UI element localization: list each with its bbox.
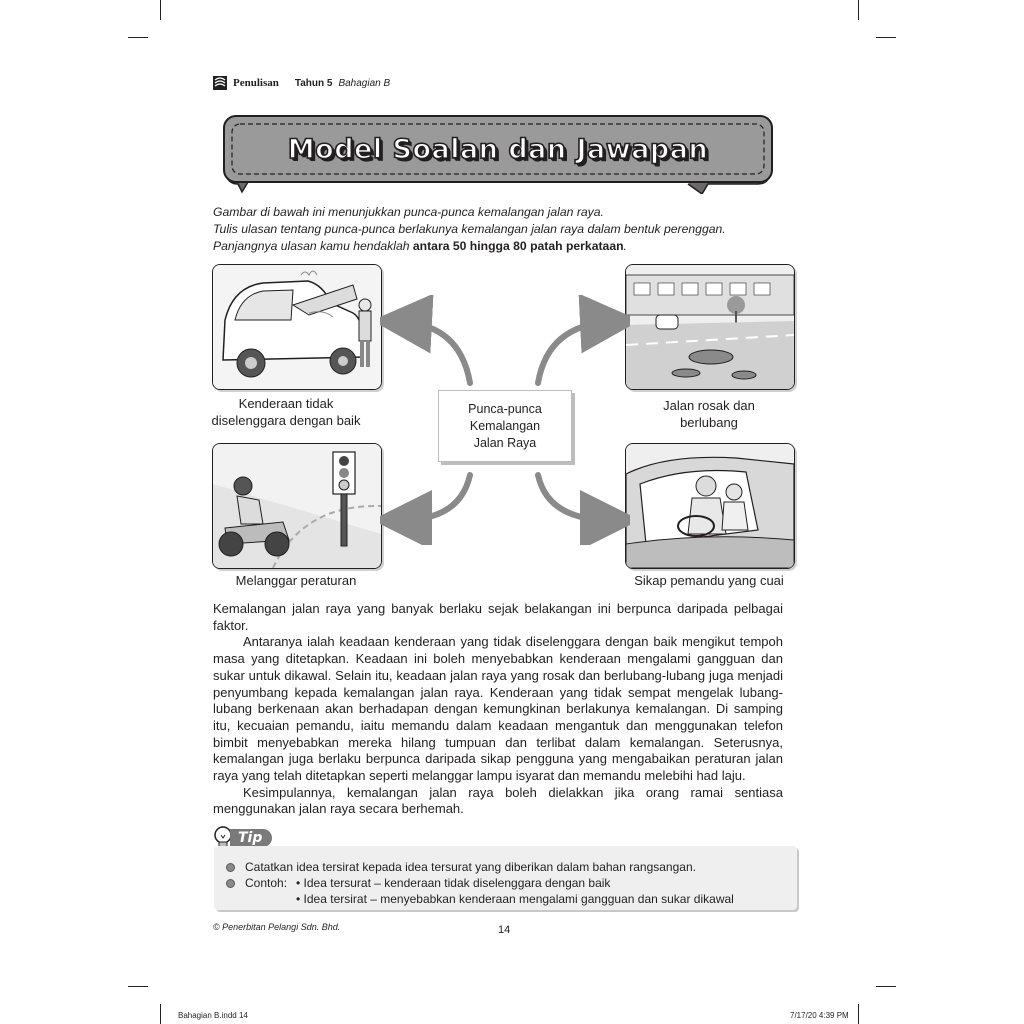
crop-mark <box>128 37 148 38</box>
title-banner <box>218 112 778 194</box>
caption-damaged-road <box>609 397 809 431</box>
essay-paragraph: Kemalangan jalan raya yang banyak berlaku sejak belakangan ini berpunca daripada pelbagai faktor. <box>213 601 783 633</box>
arrow-top-right <box>538 322 610 383</box>
careless-driver-picture <box>625 443 795 569</box>
caption-line: berlubang <box>680 415 738 430</box>
essay-paragraph: Antaranya ialah keadaan kenderaan yang tidak diselenggara dengan baik mengikut tempoh masa yang ditetapkan. Keadaan ini boleh menyebabkan kenderaan mengalami gangguan dan sukar untuk dikawal. Selain itu, keadaan jalan raya yang rosak dan berlubang-lubang juga menjadi penyumbang kepada kemalangan jalan raya. Kenderaan yang tidak sempat mengelak lubang-lubang berkenaan akan berhadapan dengan kemungkinan berlakunya kemalangan. Di samping itu, kecuaian pemandu, iaitu memandu dalam keadaan mengantuk dan menggunakan telefon bimbit menyebabkan mereka hilang tumpuan dan terlibat dalam kemalangan. Seterusnya, kemalangan juga berlaku berpunca daripada sikap pengguna yang mengabaikan peraturan jalan raya yang telah ditetapkan seperti melanggar lampu isyarat dan memandu melebihi had laju. <box>213 634 783 784</box>
question-instructions <box>213 204 803 255</box>
center-line: Jalan Raya <box>473 435 537 450</box>
motorcyclist-icon <box>213 444 381 568</box>
broken-car-picture <box>212 264 382 390</box>
crop-mark <box>160 1004 161 1024</box>
tip-text: Contoh: <box>245 876 288 890</box>
date-slug: 7/17/20 4:39 PM <box>790 1011 849 1020</box>
caption-line: Kenderaan tidak <box>238 396 334 411</box>
broken-car-icon <box>213 265 381 389</box>
word-count-requirement: antara 50 hingga 80 patah perkataan <box>412 239 624 253</box>
banner-title: Model Soalan dan Jawapan <box>287 134 709 165</box>
header-section: Bahagian B <box>338 77 391 89</box>
tip-item <box>226 876 287 890</box>
diagram-center-box <box>438 390 572 462</box>
crop-mark <box>876 37 896 38</box>
arrow-bottom-left <box>402 475 470 520</box>
caption-line: Sikap pemandu yang cuai <box>634 573 784 588</box>
instruction-line <box>213 238 803 255</box>
caption-line: Jalan rosak dan <box>663 398 755 413</box>
crop-mark <box>858 1004 859 1024</box>
book-icon <box>213 76 227 90</box>
bullet-icon <box>226 863 235 872</box>
instruction-text: Panjangnya ulasan kamu hendaklah <box>213 239 413 253</box>
header-year: Tahun 5 <box>294 77 333 89</box>
instruction-line: Tulis ulasan tentang punca-punca berlakunya kemalangan jalan raya dalam bentuk perenggan. <box>213 222 726 236</box>
crop-mark <box>858 0 859 20</box>
careless-driver-icon <box>626 444 794 568</box>
center-line: Punca-punca <box>468 401 542 416</box>
instruction-line: Gambar di bawah ini menunjukkan punca-punca kemalangan jalan raya. <box>213 205 604 219</box>
crop-mark <box>160 0 161 20</box>
caption-careless-driver <box>609 572 809 589</box>
model-answer <box>213 601 783 818</box>
file-slug: Bahagian B.indd 14 <box>178 1011 248 1020</box>
caption-line: diselenggara dengan baik <box>211 413 361 428</box>
tip-label: Tip <box>230 829 272 847</box>
tip-box <box>214 846 797 910</box>
header-subject: Penulisan <box>233 77 279 89</box>
page-number: 14 <box>498 924 511 936</box>
tip-subitem: • Idea tersirat – menyebabkan kenderaan mengalami gangguan dan sukar dikawal <box>296 892 734 906</box>
copyright-notice: © Penerbitan Pelangi Sdn. Bhd. <box>213 922 341 932</box>
caption-violating-rules <box>196 572 396 589</box>
arrow-top-left <box>402 322 470 383</box>
tip-item <box>226 860 696 874</box>
damaged-road-icon <box>626 265 794 389</box>
motorcyclist-picture <box>212 443 382 569</box>
tip-text: Catatkan idea tersirat kepada idea tersurat yang diberikan dalam bahan rangsangan. <box>245 860 696 874</box>
arrow-bottom-right <box>538 475 610 520</box>
instruction-text: . <box>623 239 627 253</box>
essay-paragraph: Kesimpulannya, kemalangan jalan raya boleh dielakkan jika orang ramai sentiasa menggunakan jalan raya secara berhemah. <box>213 784 783 817</box>
crop-mark <box>876 986 896 987</box>
damaged-road-picture <box>625 264 795 390</box>
running-header <box>213 76 390 90</box>
crop-mark <box>128 986 148 987</box>
bullet-icon <box>226 879 235 888</box>
caption-broken-car <box>186 395 386 429</box>
center-line: Kemalangan <box>469 418 541 433</box>
caption-line: Melanggar peraturan <box>235 573 357 588</box>
tip-subitem: • Idea tersurat – kenderaan tidak diselenggara dengan baik <box>296 876 610 890</box>
